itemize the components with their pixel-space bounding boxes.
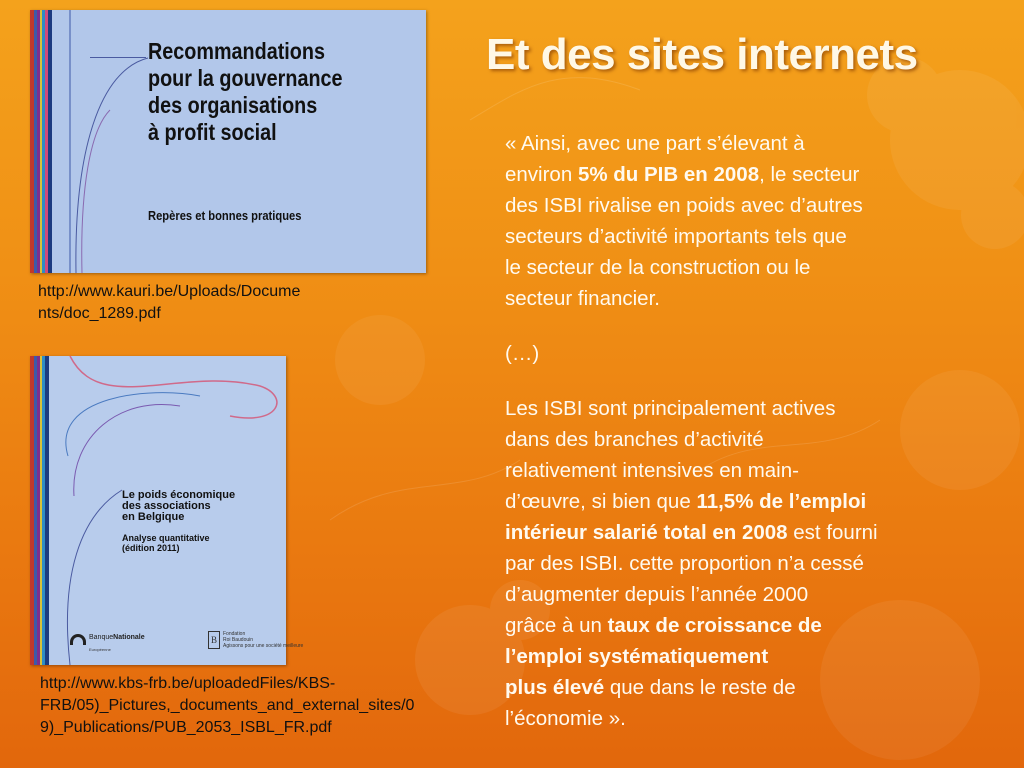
bank-name-bold: Nationale	[113, 634, 145, 641]
text-run: que dans le reste de	[604, 676, 796, 699]
text-line	[505, 672, 1005, 703]
book-cover-recommandations	[30, 10, 426, 273]
link-line: http://www.kbs-frb.be/uploadedFiles/KBS-	[40, 675, 336, 692]
text-line	[505, 517, 1005, 548]
link-line: nts/doc_1289.pdf	[38, 305, 161, 322]
text-line: secteur financier.	[505, 287, 660, 310]
text-line: secteurs d’activité importants tels que	[505, 225, 847, 248]
text-line: par des ISBI. cette proportion n’a cessé	[505, 552, 864, 575]
text-emphasis: 11,5% de l’emploi	[696, 490, 867, 513]
text-line: dans des branches d’activité	[505, 428, 764, 451]
bank-subtitle: Européenne	[89, 647, 111, 652]
slide-title: Et des sites internets	[486, 30, 918, 79]
cover-subtitle-line: (édition 2011)	[122, 543, 180, 553]
foundation-name	[223, 631, 303, 649]
cover-title-line: Le poids économique	[122, 489, 236, 501]
quote-paragraph-3	[505, 393, 1005, 734]
text-line: « Ainsi, avec une part s’élevant à	[505, 132, 805, 155]
text-emphasis: l’emploi systématiquement	[505, 645, 769, 668]
cover-title-rule	[90, 57, 146, 58]
text-run: d’œuvre, si bien que	[505, 490, 697, 513]
text-run: , le secteur	[759, 163, 860, 186]
cover-title-line: des associations	[122, 500, 211, 512]
cover-title	[122, 490, 235, 523]
cover-title-line: en Belgique	[122, 511, 185, 523]
text-line	[505, 486, 1005, 517]
text-run: environ	[505, 163, 578, 186]
text-line	[505, 641, 1005, 672]
cover-subtitle	[122, 533, 210, 553]
bank-name	[89, 634, 145, 642]
text-line: d’augmenter depuis l’année 2000	[505, 583, 809, 606]
quote-paragraph-1	[505, 128, 1005, 314]
text-line: le secteur de la construction ou le	[505, 256, 811, 279]
foundation-line: Fondation	[223, 631, 246, 637]
book-cover-poids-economique	[30, 356, 304, 665]
text-emphasis: 5% du PIB en 2008	[577, 163, 760, 186]
cover-subtitle-line: Analyse quantitative	[122, 533, 210, 543]
link-line: http://www.kauri.be/Uploads/Docume	[38, 283, 301, 300]
bank-logo-icon	[70, 634, 86, 645]
cover-title-line: Recommandations	[148, 38, 325, 64]
text-line	[505, 159, 1005, 190]
link-line: 9)_Publications/PUB_2053_ISBL_FR.pdf	[40, 719, 332, 736]
cover-subtitle: Repères et bonnes pratiques	[148, 208, 302, 223]
quote-paragraph-2	[505, 338, 1005, 369]
bank-name-prefix: Banque	[89, 634, 114, 641]
publisher-logo-bank	[70, 634, 145, 652]
text-line: (…)	[505, 342, 540, 365]
text-line: Les ISBI sont principalement actives	[505, 397, 836, 420]
cover-title	[148, 38, 343, 146]
cover-title-line: pour la gouvernance	[148, 65, 343, 91]
text-emphasis: intérieur salarié total en 2008	[505, 521, 788, 544]
text-emphasis: plus élevé	[505, 676, 605, 699]
foundation-logo-icon: B	[208, 631, 220, 649]
foundation-line: Roi Baudouin	[223, 637, 254, 643]
text-run: est fourni	[787, 521, 878, 544]
text-line: l’économie ».	[505, 707, 626, 730]
quote-body	[505, 128, 1005, 758]
text-line: relativement intensives en main-	[505, 459, 799, 482]
text-run: grâce à un	[505, 614, 608, 637]
text-emphasis: taux de croissance de	[607, 614, 822, 637]
link-kbs-pdf[interactable]	[40, 673, 414, 739]
cover-title-line: des organisations	[148, 92, 318, 118]
publisher-logo-foundation	[208, 631, 303, 649]
text-line: des ISBI rivalise en poids avec d’autres	[505, 194, 863, 217]
link-kauri-pdf[interactable]	[38, 281, 300, 325]
foundation-line: Agissons pour une société meilleure	[223, 643, 304, 649]
text-line	[505, 610, 1005, 641]
link-line: FRB/05)_Pictures,_documents_and_external_sites/0	[40, 697, 415, 714]
cover-title-line: à profit social	[148, 119, 277, 145]
